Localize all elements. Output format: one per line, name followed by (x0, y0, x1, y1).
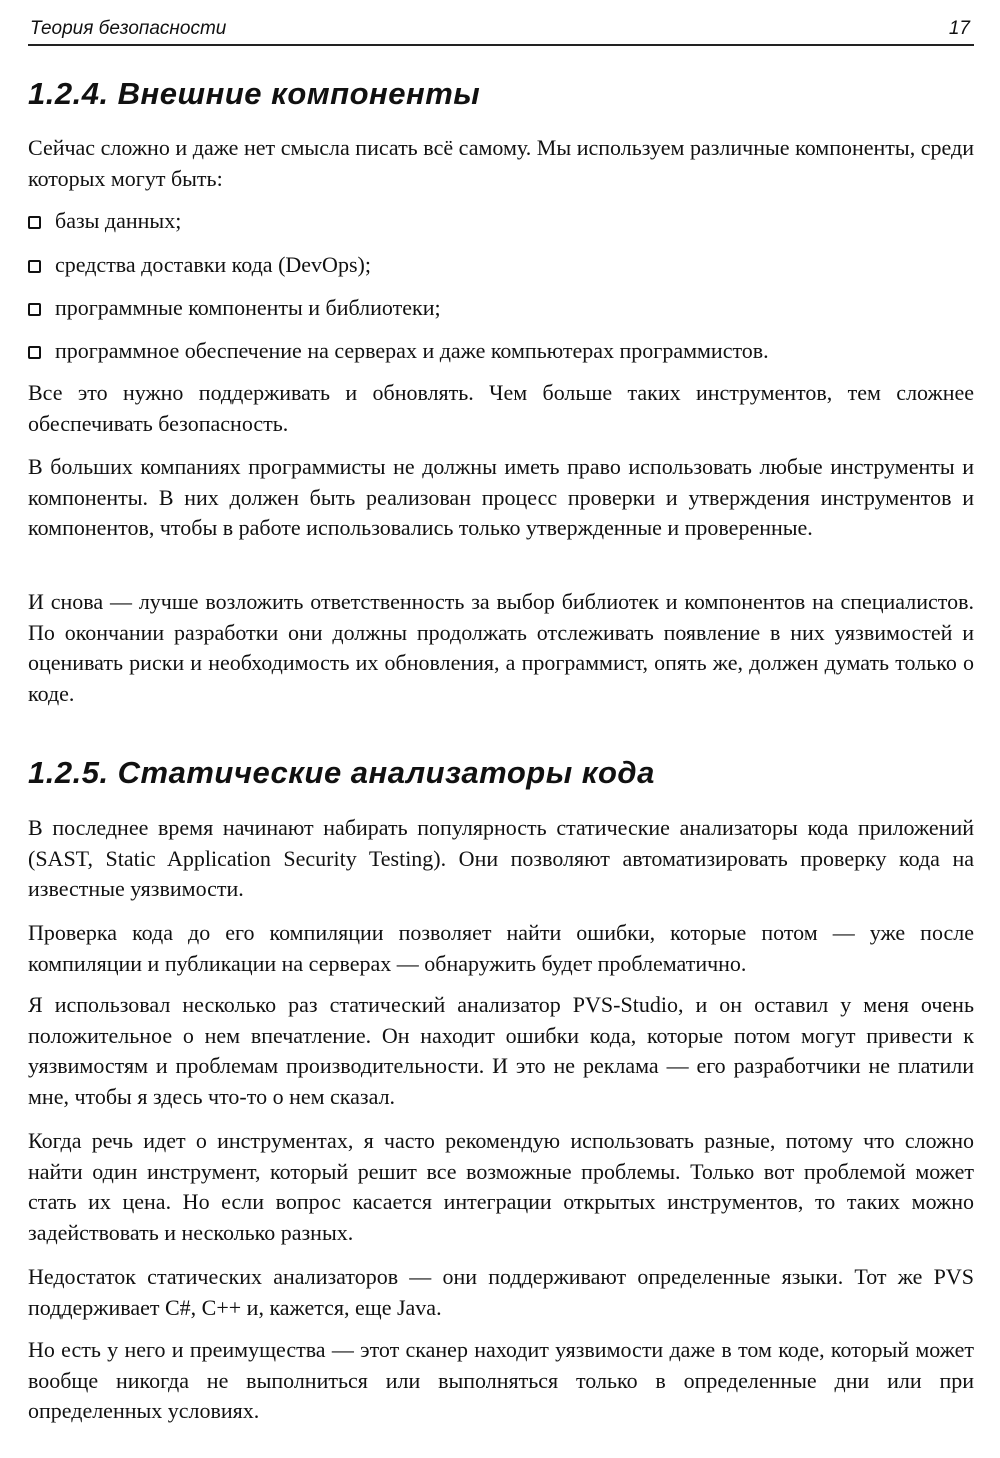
list-item-text: программные компоненты и библиотеки; (55, 295, 441, 320)
paragraph: И снова — лучше возложить ответственность за выбор библиотек и компонентов на специалистов. По окончании разработки они должны продолжать отслеживать появление в них уязвимостей и оценивать риски и необходимость их обновления, а программист, опять же, должен думать только о коде. (28, 589, 974, 706)
page-number: 17 (948, 18, 970, 39)
paragraph: В больших компаниях программисты не должны иметь право использовать любые инструменты и компоненты. В них должен быть реализован процесс проверки и утверждения инструментов и компонентов, чтобы в работе использовались только утвержденные и проверенные. (28, 454, 974, 540)
section-heading-1-2-5: 1.2.5. Статические анализаторы кода (28, 755, 655, 790)
list-item (28, 293, 974, 323)
checkbox-bullet-icon (28, 303, 41, 316)
running-header (28, 14, 974, 46)
list-item (28, 250, 974, 280)
checkbox-bullet-icon (28, 346, 41, 359)
paragraph: В последнее время начинают набирать популярность статические анализаторы кода приложений (SAST, Static Application Security Testing). Они позволяют автоматизировать проверку кода на известные уязвимости. (28, 815, 974, 901)
paragraph: Сейчас сложно и даже нет смысла писать всё самому. Мы используем различные компоненты, среди которых могут быть: (28, 135, 974, 191)
list-item-text: программное обеспечение на серверах и даже компьютерах программистов. (55, 338, 769, 363)
paragraph: Все это нужно поддерживать и обновлять. Чем больше таких инструментов, тем сложнее обеспечивать безопасность. (28, 380, 974, 436)
paragraph: Но есть у него и преимущества — этот сканер находит уязвимости даже в том коде, который может вообще никогда не выполниться или выполняться только в определенные дни или при определенных условиях. (28, 1337, 974, 1423)
paragraph: Проверка кода до его компиляции позволяет найти ошибки, которые потом — уже после компиляции и публикации на серверах — обнаружить будет проблематично. (28, 920, 974, 976)
list-item-text: средства доставки кода (DevOps); (55, 252, 371, 277)
paragraph: Когда речь идет о инструментах, я часто рекомендую использовать разные, потому что сложно найти один инструмент, который решит все возможные проблемы. Только вот проблемой может стать их цена. Но если вопрос касается интеграции открытых инструментов, то таких можно задействовать и несколько разных. (28, 1128, 974, 1245)
checkbox-bullet-icon (28, 260, 41, 273)
running-header-title: Теория безопасности (30, 18, 227, 39)
checkbox-bullet-icon (28, 216, 41, 229)
list-item (28, 336, 974, 366)
paragraph: Я использовал несколько раз статический анализатор PVS-Studio, и он оставил у меня очень положительное о нем впечатление. Он находит ошибки кода, которые потом могут привести к уязвимостям и проблемам производительности. И это не реклама — его разработчики не платили мне, чтобы я здесь что-то о нем сказал. (28, 992, 974, 1109)
list-item (28, 206, 974, 236)
list-item-text: базы данных; (55, 208, 182, 233)
paragraph: Недостаток статических анализаторов — они поддерживают определенные языки. Тот же PVS поддерживает C#, C++ и, кажется, еще Java. (28, 1264, 974, 1320)
section-heading-1-2-4: 1.2.4. Внешние компоненты (28, 76, 481, 111)
